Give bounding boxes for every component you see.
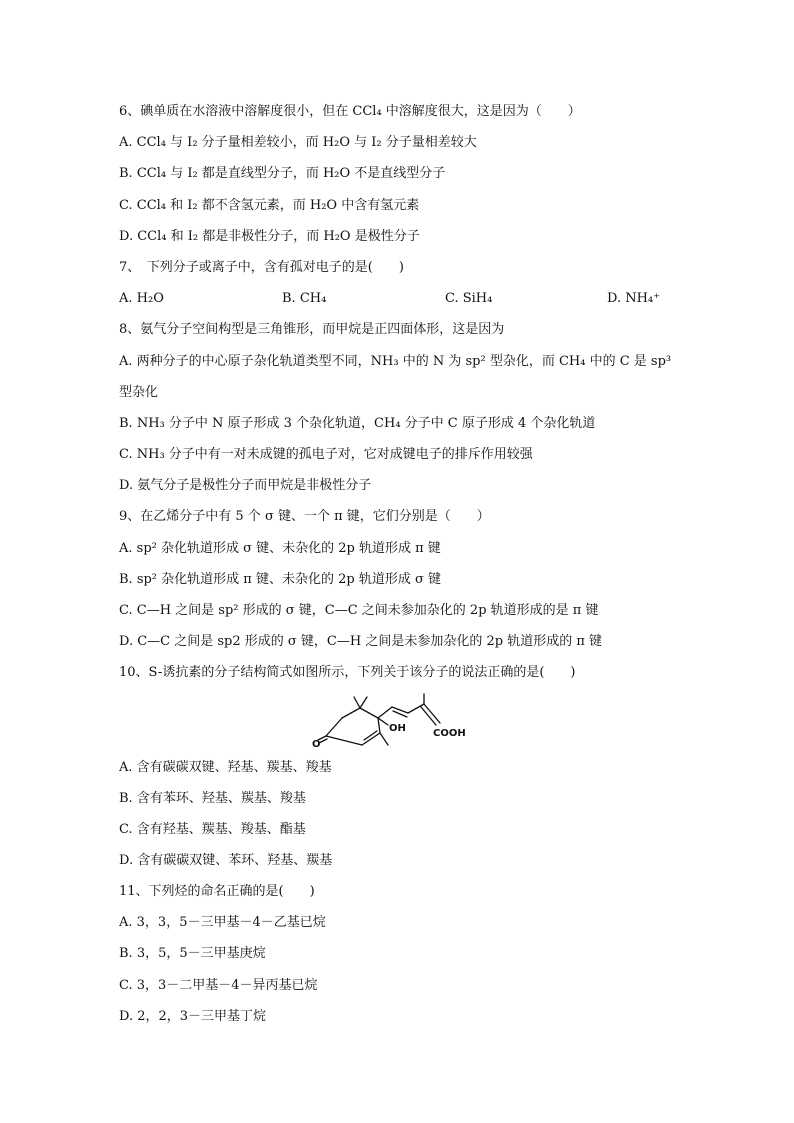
q10-option-d: D. 含有碳碳双键、苯环、羟基、羰基 bbox=[119, 853, 333, 868]
q10-stem: 10、S-诱抗素的分子结构简式如图所示，下列关于该分子的说法正确的是( ) bbox=[119, 665, 576, 680]
q9-option-b: B. sp² 杂化轨道形成 π 键、未杂化的 2p 轨道形成 σ 键 bbox=[119, 572, 441, 587]
q8-option-d: D. 氨气分子是极性分子而甲烷是非极性分子 bbox=[119, 478, 372, 493]
q6-option-d: D. CCl₄ 和 I₂ 都是非极性分子，而 H₂O 是极性分子 bbox=[119, 229, 420, 244]
q6-option-a: A. CCl₄ 与 I₂ 分子量相差较小，而 H₂O 与 I₂ 分子量相差较大 bbox=[119, 135, 477, 150]
q8-option-c: C. NH₃ 分子中有一对未成键的孤电子对，它对成键电子的排斥作用较强 bbox=[119, 447, 533, 462]
q7-option-b: B. CH₄ bbox=[282, 291, 327, 306]
q7-option-a: A. H₂O bbox=[119, 291, 164, 306]
q6-option-b: B. CCl₄ 与 I₂ 都是直线型分子，而 H₂O 不是直线型分子 bbox=[119, 166, 446, 181]
q11-option-b: B. 3，5，5－三甲基庚烷 bbox=[119, 946, 266, 961]
q11-option-a: A. 3，3，5－三甲基－4－乙基已烷 bbox=[119, 915, 326, 930]
q9-stem: 9、在乙烯分子中有 5 个 σ 键、一个 π 键，它们分别是（ ） bbox=[119, 509, 490, 524]
q11-stem: 11、下列烃的命名正确的是( ) bbox=[119, 884, 315, 899]
molecule-label-oh: OH bbox=[389, 723, 406, 734]
q7-option-c: C. SiH₄ bbox=[445, 291, 493, 306]
molecule-label-cooh: COOH bbox=[433, 728, 466, 739]
q8-stem: 8、氨气分子空间构型是三角锥形，而甲烷是正四面体形，这是因为 bbox=[119, 322, 505, 337]
q9-option-c: C. C—H 之间是 sp² 形成的 σ 键，C—C 之间未参加杂化的 2p 轨道形成的是 π 键 bbox=[119, 603, 599, 618]
q10-option-a: A. 含有碳碳双键、羟基、羰基、羧基 bbox=[119, 760, 332, 775]
q7-stem: 7、 下列分子或离子中，含有孤对电子的是( ) bbox=[119, 260, 404, 275]
molecule-structure-diagram bbox=[312, 693, 487, 755]
q8-option-a-line2: 型杂化 bbox=[119, 385, 159, 400]
q8-option-b: B. NH₃ 分子中 N 原子形成 3 个杂化轨道，CH₄ 分子中 C 原子形成 4 个杂化轨道 bbox=[119, 416, 596, 431]
q9-option-a: A. sp² 杂化轨道形成 σ 键、未杂化的 2p 轨道形成 π 键 bbox=[119, 541, 441, 556]
molecule-label-o: O bbox=[312, 739, 321, 750]
q6-option-c: C. CCl₄ 和 I₂ 都不含氢元素，而 H₂O 中含有氢元素 bbox=[119, 198, 420, 213]
q11-option-d: D. 2，2，3－三甲基丁烷 bbox=[119, 1009, 267, 1024]
q11-option-c: C. 3，3－二甲基－4－异丙基已烷 bbox=[119, 978, 318, 993]
q7-option-d: D. NH₄⁺ bbox=[607, 291, 661, 306]
q10-option-b: B. 含有苯环、羟基、羰基、羧基 bbox=[119, 791, 306, 806]
q10-option-c: C. 含有羟基、羰基、羧基、酯基 bbox=[119, 822, 306, 837]
q9-option-d: D. C—C 之间是 sp2 形成的 σ 键，C—H 之间是未参加杂化的 2p 轨道形成的 π 键 bbox=[119, 634, 602, 649]
q8-option-a-line1: A. 两种分子的中心原子杂化轨道类型不同，NH₃ 中的 N 为 sp² 型杂化，而 CH₄ 中的 C 是 sp³ bbox=[119, 354, 672, 369]
q6-stem: 6、碘单质在水溶液中溶解度很小，但在 CCl₄ 中溶解度很大，这是因为（ ） bbox=[119, 104, 581, 119]
